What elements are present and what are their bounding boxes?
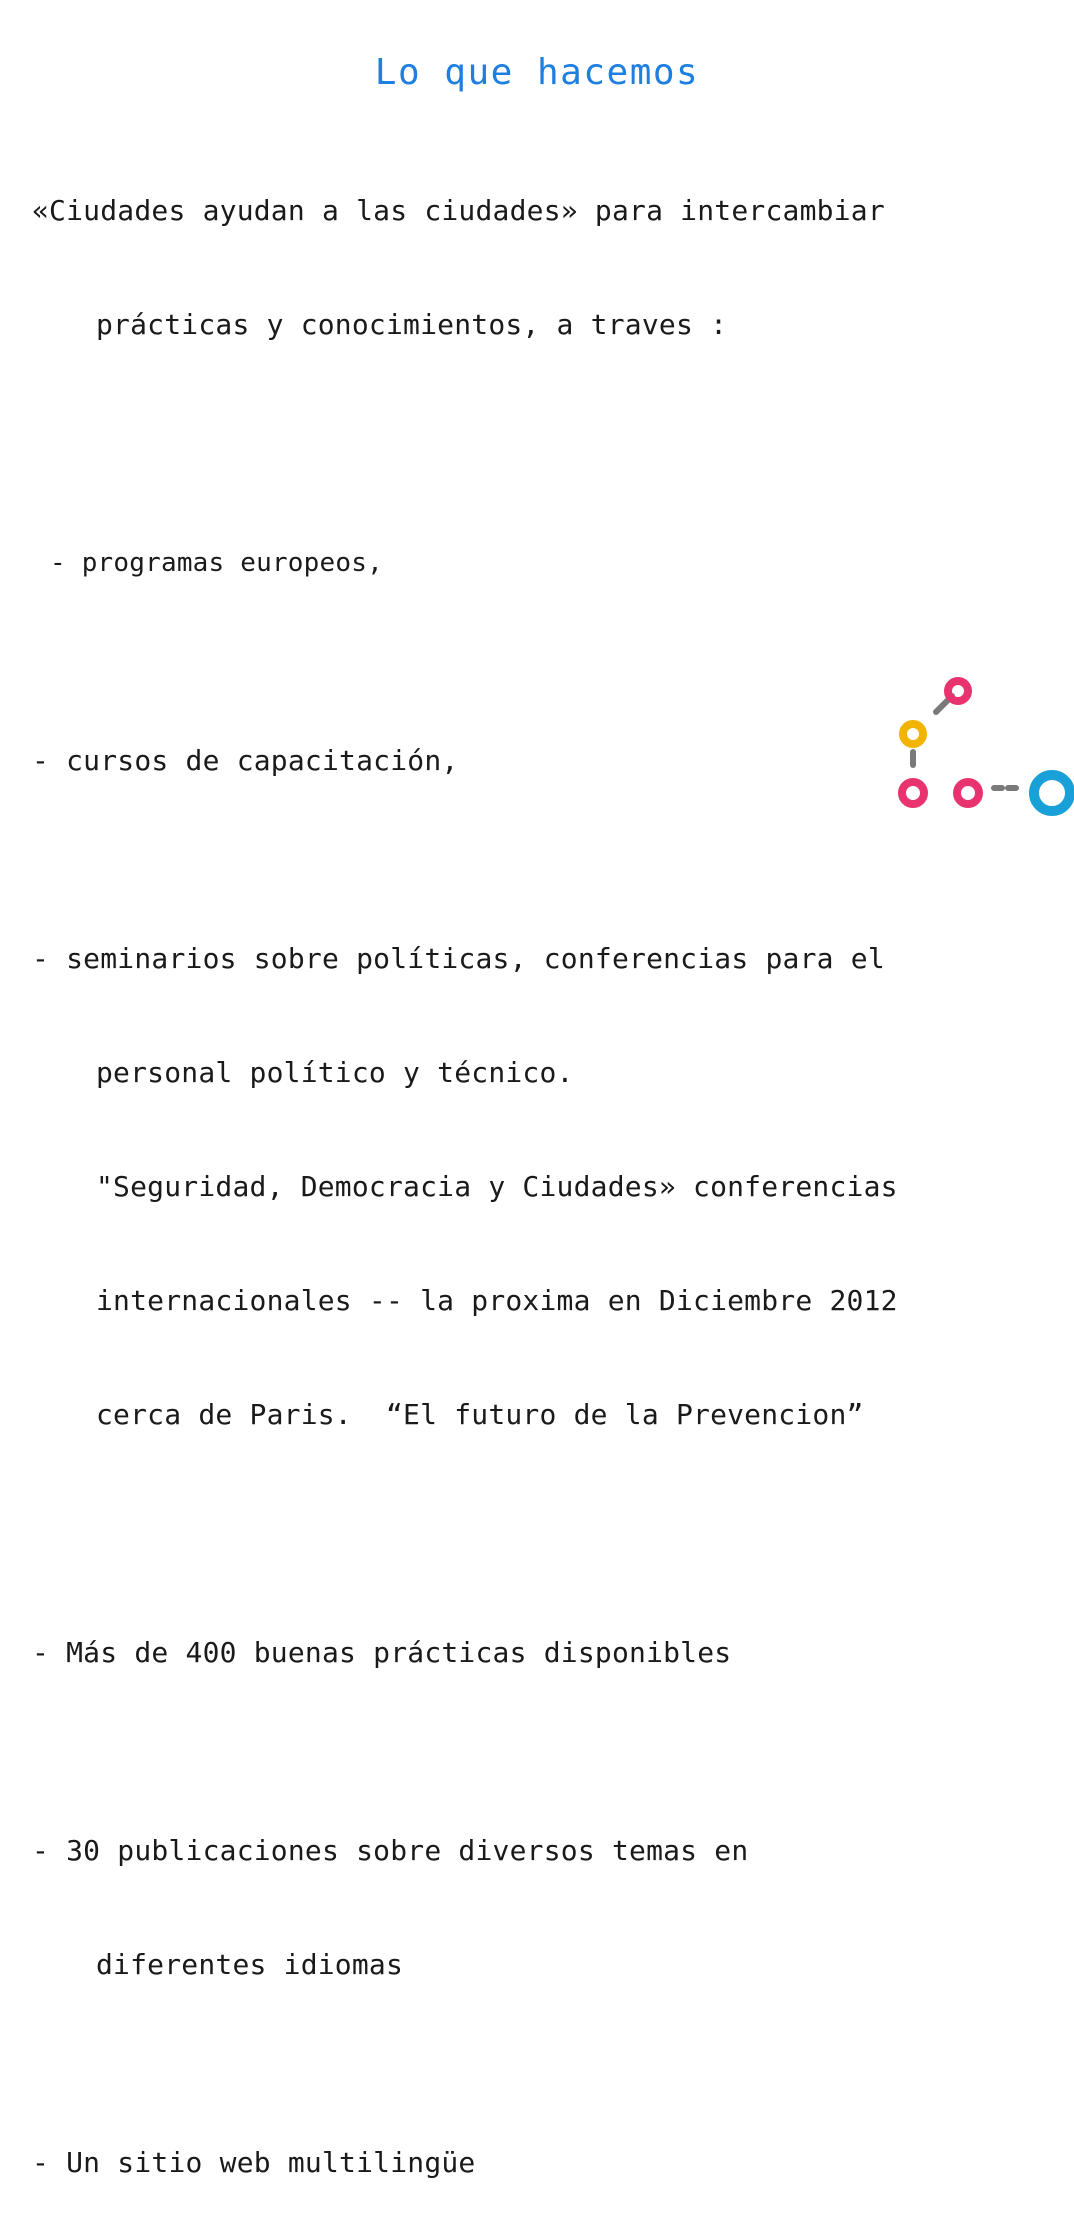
bullet-item: - cursos de capacitación,	[32, 744, 459, 777]
bullet-item: - 30 publicaciones sobre diversos temas en	[32, 1834, 749, 1867]
bullet-item: - Más de 400 buenas prácticas disponibles	[32, 1636, 732, 1669]
bullet-continuation: internacionales -- la proxima en Diciembre 2012	[96, 1284, 898, 1317]
bullet-item: - Un sitio web multilingüe	[32, 2146, 476, 2179]
bullet-item: - programas europeos,	[50, 548, 383, 578]
intro-line: prácticas y conocimientos, a traves :	[96, 308, 728, 341]
bullet-continuation: diferentes idiomas	[96, 1948, 404, 1981]
slide-body	[32, 116, 1042, 2220]
bullet-continuation: cerca de Paris. “El futuro de la Prevencion”	[96, 1398, 864, 1431]
bullet-continuation: "Seguridad, Democracia y Ciudades» conferencias	[96, 1170, 898, 1203]
intro-line: «Ciudades ayudan a las ciudades» para intercambiar	[32, 194, 885, 227]
bullet-item: - seminarios sobre políticas, conferencias para el	[32, 942, 885, 975]
page-title: Lo que hacemos	[374, 52, 700, 93]
bullet-continuation: personal político y técnico.	[96, 1056, 574, 1089]
